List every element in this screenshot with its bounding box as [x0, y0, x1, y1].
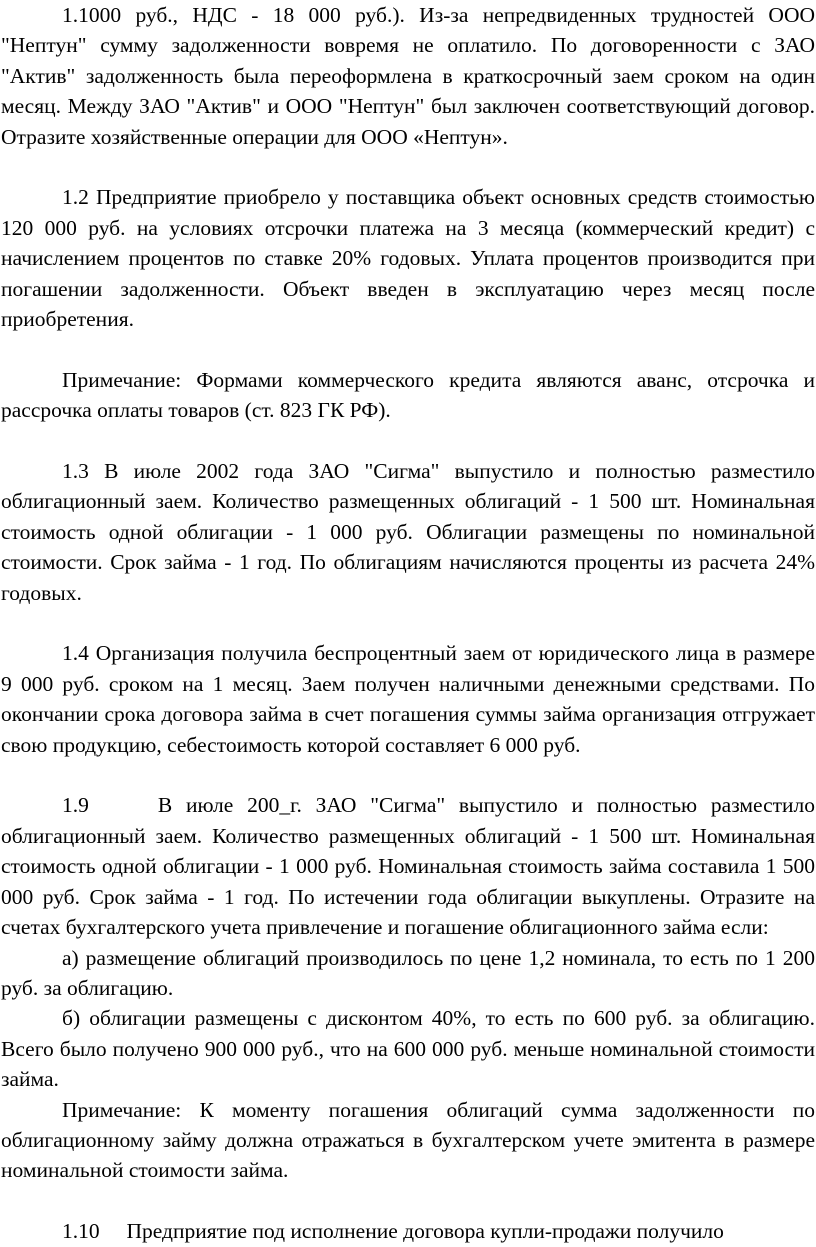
task-1-9-paragraph: 1.9 В июле 200_г. ЗАО "Сигма" выпустило и полностью разместило облигационный заем. Количество размещенных облигаций - 1 500 шт. Номинальная стоимость одной облигации - 1 000 руб. Номинальная стоимость займа составила 1 500 000 руб. Срок займа - 1 год. По истечении года облигации выкуплены. Отразите на счетах бухгалтерского учета привлечение и погашение облигационного займа если:	[1, 793, 815, 940]
task-1-4-paragraph: 1.4 Организация получила беспроцентный заем от юридического лица в размере 9 000 руб. сроком на 1 месяц. Заем получен наличными денежными средствами. По окончании срока договора займа в счет погашения суммы займа организация отгружает свою продукцию, себестоимость которой составляет 6 000 руб.	[1, 641, 815, 757]
paragraph-spacer	[1, 760, 815, 790]
task-1-9-option-a: а) размещение облигаций производилось по цене 1,2 номинала, то есть по 1 200 руб. за облигацию.	[1, 945, 815, 1000]
paragraph-spacer	[1, 608, 815, 638]
task-1-9-option-b: б) облигации размещены с дисконтом 40%, то есть по 600 руб. за облигацию. Всего было получено 900 000 руб., что на 600 000 руб. меньше номинальной стоимости займа.	[1, 1006, 815, 1092]
note-bond-repayment-paragraph: Примечание: К моменту погашения облигаций сумма задолженности по облигационному займу должна отражаться в бухгалтерском учете эмитента в размере номинальной стоимости займа.	[1, 1097, 815, 1183]
paragraph-spacer	[1, 152, 815, 182]
paragraph-spacer	[1, 426, 815, 456]
paragraph-spacer	[1, 1186, 815, 1216]
task-1-10-paragraph: 1.10 Предприятие под исполнение договора купли-продажи получило	[62, 1219, 724, 1244]
note-commercial-credit-paragraph: Примечание: Формами коммерческого кредита являются аванс, отсрочка и рассрочка оплаты товаров (ст. 823 ГК РФ).	[1, 367, 815, 423]
task-1-1-paragraph: 1.1000 руб., НДС - 18 000 руб.). Из-за непредвиденных трудностей ООО "Нептун" сумму задолженности вовремя не оплатило. По договоренности с ЗАО "Актив" задолженность была переоформлена в краткосрочный заем сроком на один месяц. Между ЗАО "Актив" и ООО "Нептун" был заключен соответствующий договор. Отразите хозяйственные операции для ООО «Нептун».	[1, 3, 815, 149]
task-1-2-paragraph: 1.2 Предприятие приобрело у поставщика объект основных средств стоимостью 120 000 руб. на условиях отсрочки платежа на 3 месяца (коммерческий кредит) с начислением процентов по ставке 20% годовых. Уплата процентов производится при погашении задолженности. Объект введен в эксплуатацию через месяц после приобретения.	[1, 185, 815, 332]
paragraph-spacer	[1, 334, 815, 364]
task-1-3-paragraph: 1.3 В июле 2002 года ЗАО "Сигма" выпустило и полностью разместило облигационный заем. Количество размещенных облигаций - 1 500 шт. Номинальная стоимость одной облигации - 1 000 руб. Облигации размещены по номинальной стоимости. Срок займа - 1 год. По облигациям начисляются проценты из расчета 24% годовых.	[1, 459, 815, 605]
